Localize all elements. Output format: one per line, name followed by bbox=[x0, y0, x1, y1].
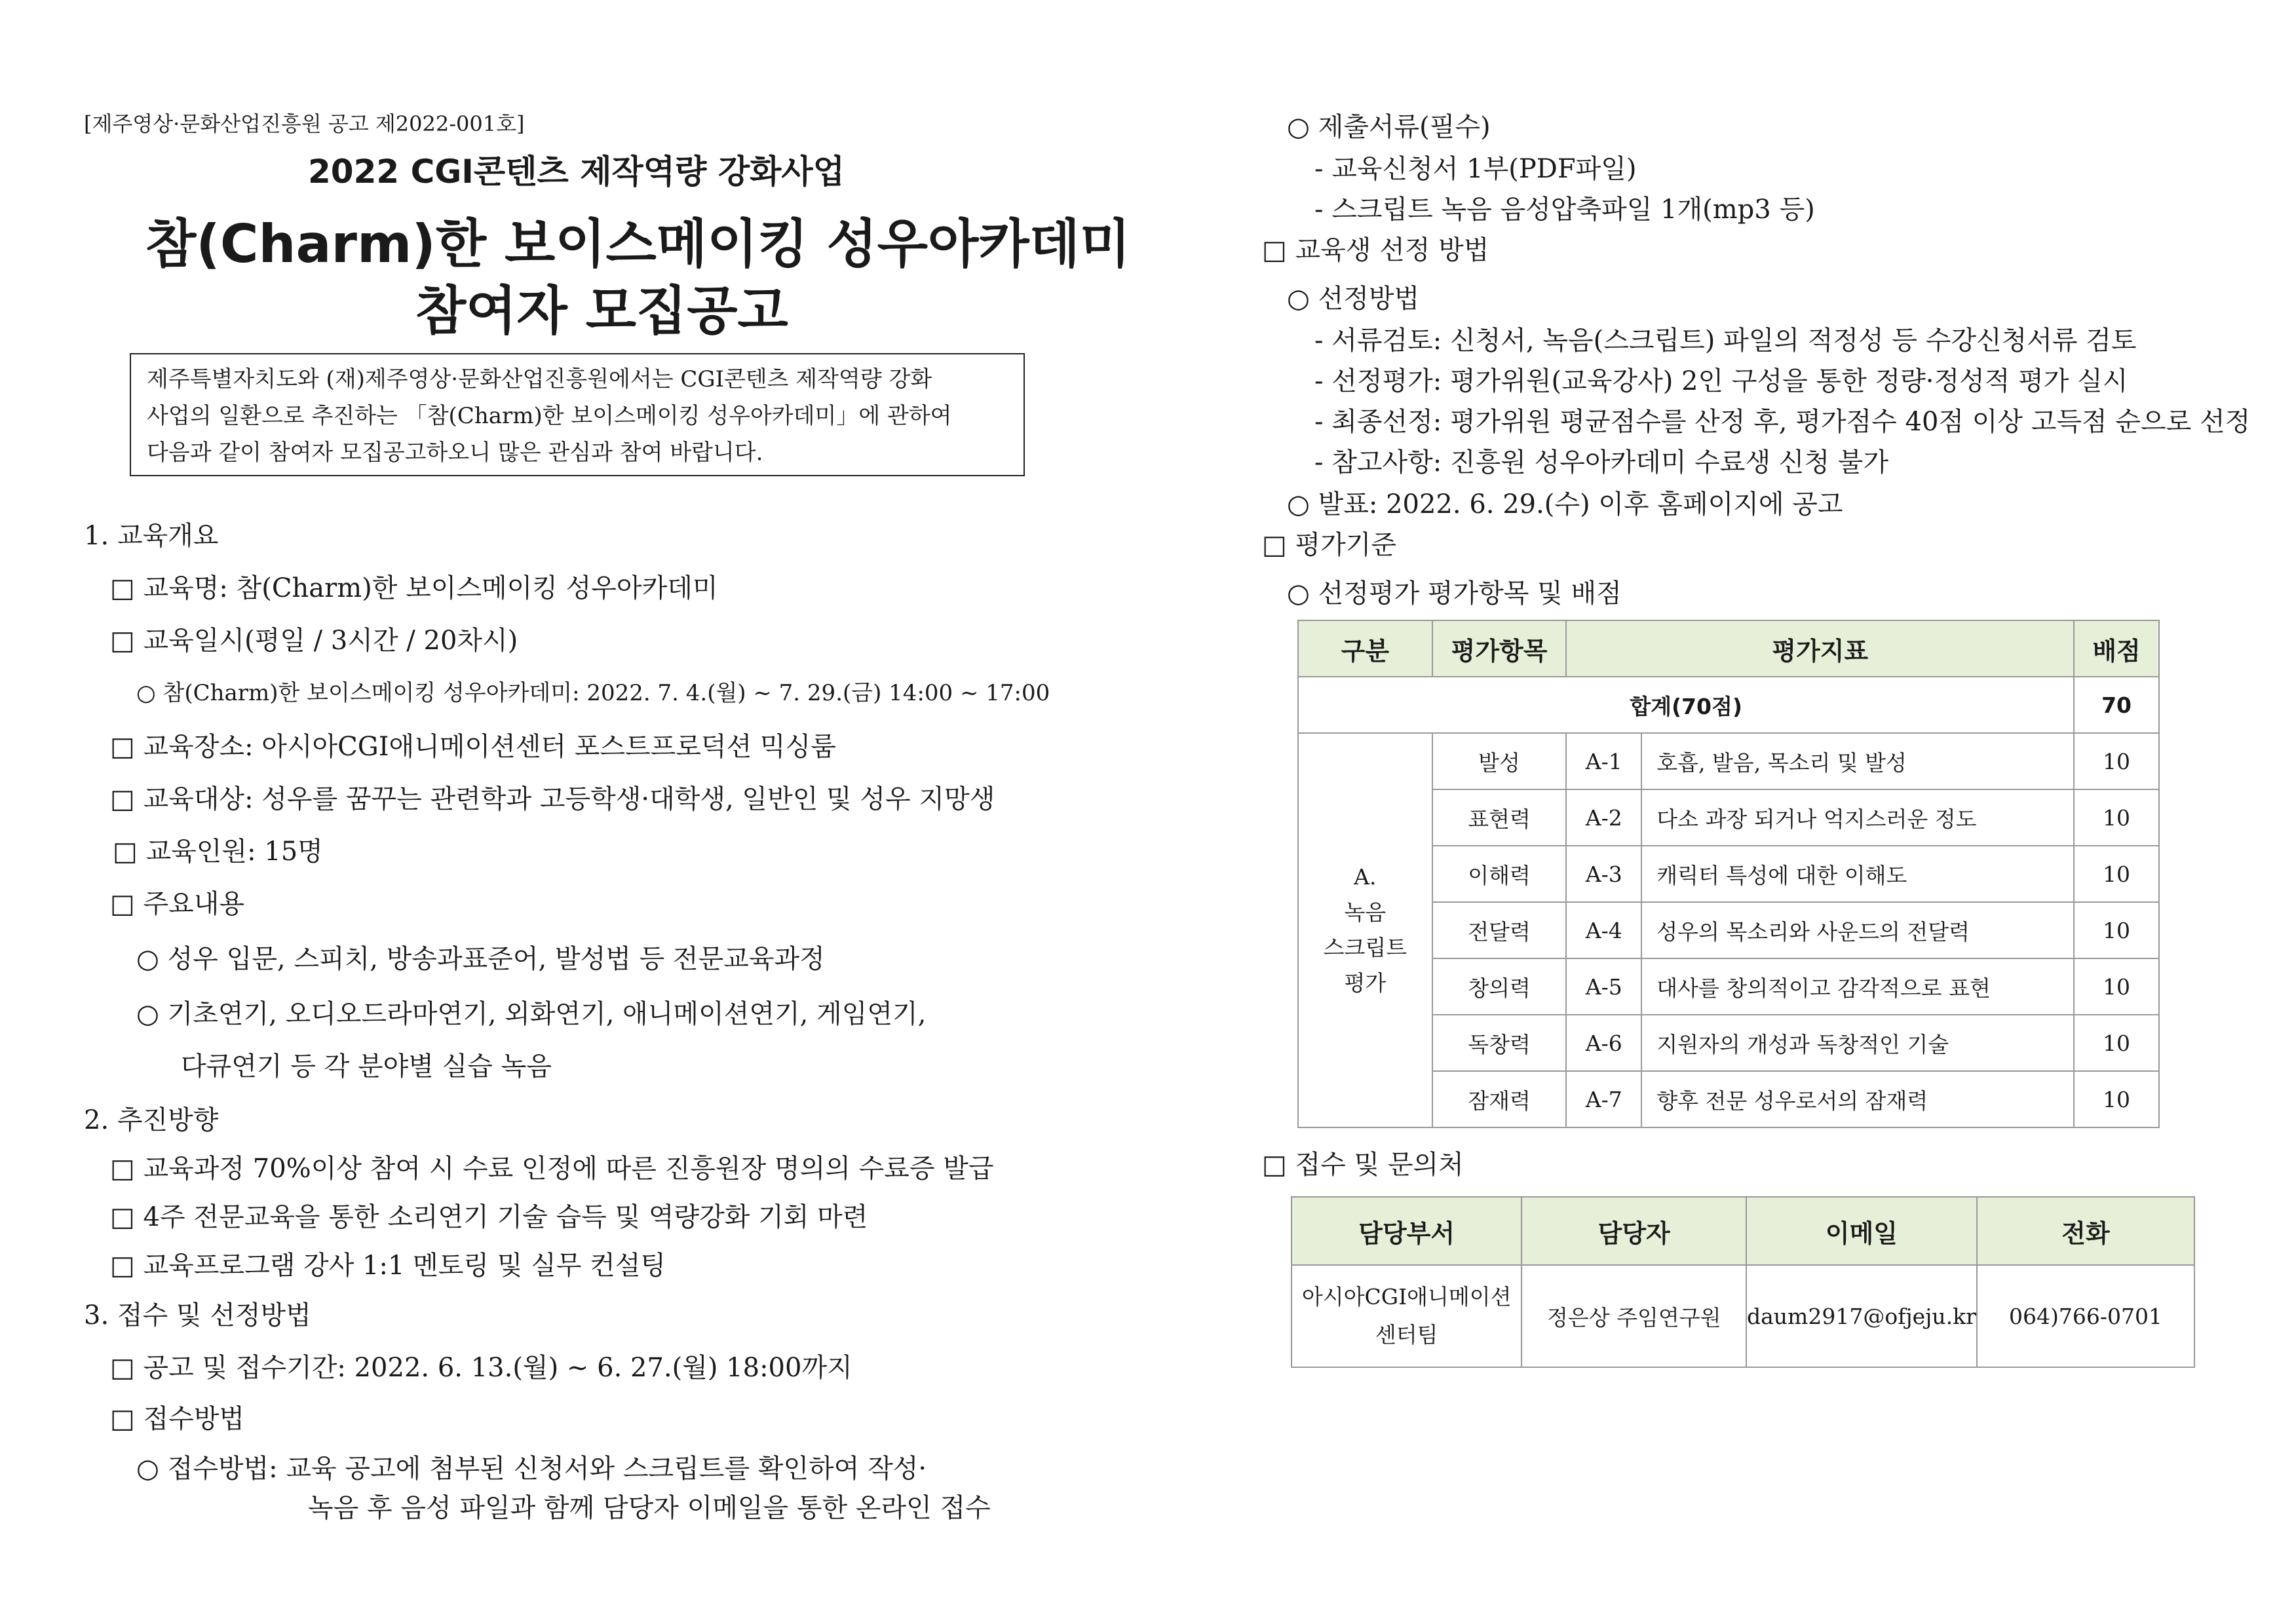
eval-total-label: 합계(70점) bbox=[1298, 677, 2074, 733]
page-subtitle: 2022 CGI콘텐츠 제작역량 강화사업 bbox=[308, 153, 845, 191]
eval-score: 10 bbox=[2074, 1071, 2159, 1127]
eval-item: 창의력 bbox=[1432, 958, 1567, 1015]
eval-item: 이해력 bbox=[1432, 846, 1567, 902]
section-heading: 3. 접수 및 선정방법 bbox=[84, 1300, 311, 1331]
eval-code: A-7 bbox=[1566, 1071, 1641, 1127]
list-item: □ 교육대상: 성우를 꿈꾸는 관련학과 고등학생·대학생, 일반인 및 성우 지망생 bbox=[110, 784, 995, 814]
eval-code: A-2 bbox=[1566, 789, 1641, 846]
list-item: □ 4주 전문교육을 통한 소리연기 기술 습득 및 역량강화 기회 마련 bbox=[110, 1202, 868, 1232]
eval-desc: 향후 전문 성우로서의 잠재력 bbox=[1641, 1071, 2074, 1127]
eval-item: 독창력 bbox=[1432, 1015, 1567, 1071]
eval-item: 발성 bbox=[1432, 733, 1567, 789]
list-item: □ 주요내용 bbox=[110, 889, 245, 919]
contact-table bbox=[1291, 1196, 2195, 1368]
contact-header-email: 이메일 bbox=[1746, 1197, 1977, 1265]
list-subitem: ○ 선정방법 bbox=[1287, 284, 1420, 314]
eval-score: 10 bbox=[2074, 733, 2159, 789]
contact-header-person: 담당자 bbox=[1521, 1197, 1746, 1265]
eval-desc: 성우의 목소리와 사운드의 전달력 bbox=[1641, 902, 2074, 958]
eval-desc: 대사를 창의적이고 감각적으로 표현 bbox=[1641, 958, 2074, 1015]
list-dash-item: - 교육신청서 1부(PDF파일) bbox=[1314, 154, 1637, 184]
group-label-line: 평가 bbox=[1344, 970, 1387, 996]
eval-desc: 다소 과장 되거나 억지스러운 정도 bbox=[1641, 789, 2074, 846]
group-label-line: 녹음 bbox=[1344, 899, 1387, 925]
eval-score: 10 bbox=[2074, 958, 2159, 1015]
intro-box bbox=[130, 353, 1025, 476]
eval-header-item: 평가항목 bbox=[1432, 620, 1567, 677]
list-subitem: ○ 접수방법: 교육 공고에 첨부된 신청서와 스크립트를 확인하여 작성· bbox=[136, 1454, 927, 1484]
notice-number: [제주영상·문화산업진흥원 공고 제2022-001호] bbox=[84, 111, 525, 136]
list-item: □ 교육프로그램 강사 1:1 멘토링 및 실무 컨설팅 bbox=[110, 1251, 666, 1281]
list-item: □ 교육과정 70%이상 참여 시 수료 인정에 따른 진흥원장 명의의 수료증 발급 bbox=[110, 1154, 994, 1184]
contact-email[interactable]: daum2917@ofjeju.kr bbox=[1746, 1265, 1977, 1367]
eval-code: A-4 bbox=[1566, 902, 1641, 958]
list-dash-item: - 선정평가: 평가위원(교육강사) 2인 구성을 통한 정량·정성적 평가 실시 bbox=[1314, 366, 2128, 396]
list-subitem: ○ 발표: 2022. 6. 29.(수) 이후 홈페이지에 공고 bbox=[1287, 489, 1843, 519]
intro-line: 다음과 같이 참여자 모집공고하오니 많은 관심과 참여 바랍니다. bbox=[147, 440, 763, 466]
list-item: □ 교육장소: 아시아CGI애니메이션센터 포스트프로덕션 믹싱룸 bbox=[110, 732, 836, 762]
list-dash-item: - 서류검토: 신청서, 녹음(스크립트) 파일의 적정성 등 수강신청서류 검토 bbox=[1314, 326, 2137, 356]
list-item: □ 교육인원: 15명 bbox=[113, 837, 323, 867]
list-subitem: ○ 선정평가 평가항목 및 배점 bbox=[1287, 578, 1622, 609]
eval-score: 10 bbox=[2074, 789, 2159, 846]
eval-code: A-1 bbox=[1566, 733, 1641, 789]
eval-desc: 캐릭터 특성에 대한 이해도 bbox=[1641, 846, 2074, 902]
list-item: □ 접수방법 bbox=[110, 1404, 245, 1434]
eval-code: A-5 bbox=[1566, 958, 1641, 1015]
eval-total-value: 70 bbox=[2074, 677, 2159, 733]
eval-score: 10 bbox=[2074, 1015, 2159, 1071]
list-item: □ 교육명: 참(Charm)한 보이스메이킹 성우아카데미 bbox=[110, 573, 718, 603]
list-item: □ 공고 및 접수기간: 2022. 6. 13.(월) ~ 6. 27.(월) 18:00까지 bbox=[110, 1353, 852, 1383]
contact-dept bbox=[1292, 1265, 1521, 1367]
eval-code: A-3 bbox=[1566, 846, 1641, 902]
list-dash-item: - 최종선정: 평가위원 평균점수를 산정 후, 평가점수 40점 이상 고득점 순으로 선정 bbox=[1314, 407, 2251, 437]
contact-person: 정은상 주임연구원 bbox=[1521, 1265, 1746, 1367]
intro-line: 제주특별자치도와 (재)제주영상·문화산업진흥원에서는 CGI콘텐츠 제작역량 강화 bbox=[147, 366, 932, 392]
eval-item: 표현력 bbox=[1432, 789, 1567, 846]
list-item: □ 접수 및 문의처 bbox=[1262, 1150, 1464, 1180]
eval-header-category: 구분 bbox=[1298, 620, 1432, 677]
intro-line: 사업의 일환으로 추진하는 「참(Charm)한 보이스메이킹 성우아카데미」에 관하여 bbox=[147, 403, 952, 429]
list-subitem-cont: 녹음 후 음성 파일과 함께 담당자 이메일을 통한 온라인 접수 bbox=[308, 1493, 991, 1523]
eval-score: 10 bbox=[2074, 846, 2159, 902]
list-subitem: ○ 제출서류(필수) bbox=[1287, 112, 1491, 142]
contact-header-dept: 담당부서 bbox=[1292, 1197, 1521, 1265]
list-item: □ 교육일시(평일 / 3시간 / 20차시) bbox=[110, 626, 518, 656]
eval-item: 전달력 bbox=[1432, 902, 1567, 958]
contact-dept-line: 센터팀 bbox=[1375, 1322, 1438, 1348]
list-item: □ 교육생 선정 방법 bbox=[1262, 235, 1489, 265]
eval-desc: 지원자의 개성과 독창적인 기술 bbox=[1641, 1015, 2074, 1071]
eval-group-label bbox=[1298, 733, 1432, 1127]
group-label-line: 스크립트 bbox=[1323, 935, 1407, 960]
list-subitem: ○ 참(Charm)한 보이스메이킹 성우아카데미: 2022. 7. 4.(월) ~ 7. 29.(금) 14:00 ~ 17:00 bbox=[136, 680, 1050, 706]
contact-header-phone: 전화 bbox=[1977, 1197, 2194, 1265]
list-item: □ 평가기준 bbox=[1262, 530, 1397, 560]
group-label-line: A. bbox=[1354, 864, 1377, 890]
contact-dept-line: 아시아CGI애니메이션 bbox=[1301, 1284, 1512, 1310]
list-dash-item: - 스크립트 녹음 음성압축파일 1개(mp3 등) bbox=[1314, 195, 1815, 225]
list-subitem: ○ 성우 입문, 스피치, 방송과표준어, 발성법 등 전문교육과정 bbox=[136, 944, 825, 974]
eval-code: A-6 bbox=[1566, 1015, 1641, 1071]
page-title-line2: 참여자 모집공고 bbox=[415, 280, 788, 341]
section-heading: 1. 교육개요 bbox=[84, 521, 219, 551]
section-heading: 2. 추진방향 bbox=[84, 1105, 219, 1135]
evaluation-table bbox=[1297, 620, 2160, 1128]
list-subitem: ○ 기초연기, 오디오드라마연기, 외화연기, 애니메이션연기, 게임연기, bbox=[136, 999, 927, 1029]
eval-item: 잠재력 bbox=[1432, 1071, 1567, 1127]
eval-desc: 호흡, 발음, 목소리 및 발성 bbox=[1641, 733, 2074, 789]
eval-header-indicator: 평가지표 bbox=[1566, 620, 2074, 677]
list-dash-item: - 참고사항: 진흥원 성우아카데미 수료생 신청 불가 bbox=[1314, 447, 1889, 478]
eval-header-score: 배점 bbox=[2074, 620, 2159, 677]
list-subitem-cont: 다큐연기 등 각 분야별 실습 녹음 bbox=[181, 1051, 552, 1082]
page-title-line1: 참(Charm)한 보이스메이킹 성우아카데미 bbox=[145, 214, 1131, 274]
contact-phone: 064)766-0701 bbox=[1977, 1265, 2194, 1367]
eval-score: 10 bbox=[2074, 902, 2159, 958]
